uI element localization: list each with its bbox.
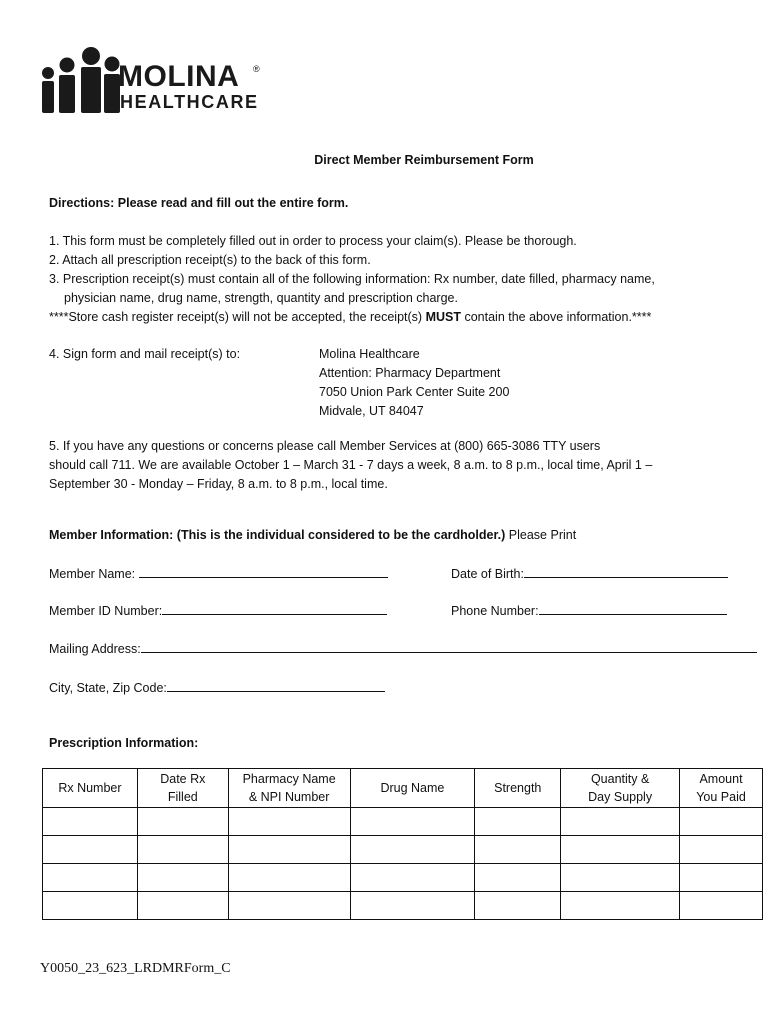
- table-cell[interactable]: [137, 892, 228, 920]
- directions-heading: Directions: Please read and fill out the entire form.: [49, 196, 349, 210]
- table-cell[interactable]: [228, 892, 350, 920]
- step-5-line-3: September 30 - Monday – Friday, 8 a.m. to 8 p.m., local time.: [49, 477, 388, 491]
- table-cell[interactable]: [137, 864, 228, 892]
- dob-label: Date of Birth:: [451, 567, 524, 581]
- phone-row: [451, 601, 727, 621]
- table-row: [43, 836, 763, 864]
- member-heading-note: Please Print: [505, 528, 577, 542]
- city-state-zip-label: City, State, Zip Code:: [49, 681, 167, 695]
- mail-address-line-3: 7050 Union Park Center Suite 200: [319, 385, 510, 399]
- phone-field[interactable]: [539, 601, 727, 615]
- table-cell[interactable]: [680, 836, 763, 864]
- mailing-address-field[interactable]: [141, 639, 757, 653]
- header-text: Filled: [167, 790, 198, 804]
- table-cell[interactable]: [475, 836, 561, 864]
- mail-address-line-4: Midvale, UT 84047: [319, 404, 424, 418]
- member-id-field[interactable]: [162, 601, 387, 615]
- mail-address-line-1: Molina Healthcare: [319, 347, 420, 361]
- store-receipt-warning: [49, 308, 651, 327]
- member-id-row: [49, 601, 387, 621]
- col-header-date-filled: [137, 769, 228, 808]
- phone-label: Phone Number:: [451, 604, 539, 618]
- mailing-address-row: [49, 639, 757, 659]
- table-cell[interactable]: [680, 892, 763, 920]
- table-cell[interactable]: [350, 808, 475, 836]
- table-cell[interactable]: [475, 864, 561, 892]
- logo-wordmark-molina: MOLINA: [118, 60, 240, 93]
- col-header-rx-number: [43, 769, 138, 808]
- header-text: Day Supply: [588, 790, 653, 804]
- form-title: Direct Member Reimbursement Form: [314, 153, 534, 167]
- table-cell[interactable]: [43, 864, 138, 892]
- table-row: [43, 808, 763, 836]
- table-cell[interactable]: [43, 808, 138, 836]
- header-text: Quantity &: [590, 772, 650, 786]
- col-header-amount-paid: [680, 769, 763, 808]
- step-3-line-2: physician name, drug name, strength, quantity and prescription charge.: [64, 291, 458, 305]
- table-cell[interactable]: [43, 892, 138, 920]
- table-cell[interactable]: [228, 836, 350, 864]
- member-id-label: Member ID Number:: [49, 604, 163, 618]
- header-text: & NPI Number: [248, 790, 330, 804]
- col-header-drug-name: [350, 769, 475, 808]
- header-text: Drug Name: [380, 781, 445, 795]
- prescription-header-row: [43, 769, 763, 808]
- warning-text-2: contain the above information.****: [460, 310, 652, 324]
- table-row: [43, 864, 763, 892]
- table-cell[interactable]: [475, 808, 561, 836]
- member-info-heading: [49, 526, 576, 545]
- warning-emphasis: MUST: [425, 310, 461, 324]
- header-text: Rx Number: [58, 781, 122, 795]
- table-cell[interactable]: [680, 864, 763, 892]
- table-cell[interactable]: [137, 808, 228, 836]
- dob-row: [451, 564, 728, 584]
- step-5-line-2: should call 711. We are available October 1 – March 31 - 7 days a week, 8 a.m. to 8 p.m., local time, April 1 –: [49, 458, 653, 472]
- mailing-address-label: Mailing Address:: [49, 642, 141, 656]
- table-cell[interactable]: [43, 836, 138, 864]
- header-text: Date Rx: [160, 772, 206, 786]
- table-cell[interactable]: [561, 836, 680, 864]
- dob-field[interactable]: [524, 564, 728, 578]
- col-header-quantity-supply: [561, 769, 680, 808]
- table-cell[interactable]: [228, 864, 350, 892]
- table-cell[interactable]: [561, 864, 680, 892]
- col-header-strength: [475, 769, 561, 808]
- form-code-footer: Y0050_23_623_LRDMRForm_C: [40, 961, 231, 976]
- prescription-table: [42, 768, 763, 920]
- prescription-heading: Prescription Information:: [49, 736, 199, 750]
- member-name-label: Member Name:: [49, 567, 139, 581]
- step-4: 4. Sign form and mail receipt(s) to:: [49, 347, 241, 361]
- table-row: [43, 892, 763, 920]
- table-cell[interactable]: [350, 836, 475, 864]
- logo-wordmark-healthcare: HEALTHCARE: [120, 92, 259, 112]
- header-text: You Paid: [696, 790, 746, 804]
- registered-mark: ®: [253, 64, 260, 74]
- table-cell[interactable]: [475, 892, 561, 920]
- city-state-zip-field[interactable]: [167, 678, 385, 692]
- table-cell[interactable]: [137, 836, 228, 864]
- table-cell[interactable]: [228, 808, 350, 836]
- member-name-row: [49, 564, 388, 584]
- header-text: Amount: [699, 772, 743, 786]
- step-5-line-1: 5. If you have any questions or concerns please call Member Services at (800) 665-3086 TTY users: [49, 439, 601, 453]
- table-cell[interactable]: [561, 808, 680, 836]
- mail-address-line-2: Attention: Pharmacy Department: [319, 366, 501, 380]
- step-1: 1. This form must be completely filled out in order to process your claim(s). Please be thorough.: [49, 234, 577, 248]
- table-cell[interactable]: [561, 892, 680, 920]
- col-header-pharmacy-npi: [228, 769, 350, 808]
- warning-text-1: ****Store cash register receipt(s) will not be accepted, the receipt(s): [49, 310, 426, 324]
- city-state-zip-row: [49, 678, 385, 698]
- header-text: Strength: [494, 781, 542, 795]
- step-2: 2. Attach all prescription receipt(s) to the back of this form.: [49, 253, 371, 267]
- step-3-line-1: 3. Prescription receipt(s) must contain all of the following information: Rx number, date filled, pharmacy name,: [49, 272, 655, 286]
- table-cell[interactable]: [350, 864, 475, 892]
- table-cell[interactable]: [350, 892, 475, 920]
- member-heading-bold: Member Information: (This is the individual considered to be the cardholder.): [49, 528, 506, 542]
- table-cell[interactable]: [680, 808, 763, 836]
- header-text: Pharmacy Name: [242, 772, 336, 786]
- member-name-field[interactable]: [139, 564, 388, 578]
